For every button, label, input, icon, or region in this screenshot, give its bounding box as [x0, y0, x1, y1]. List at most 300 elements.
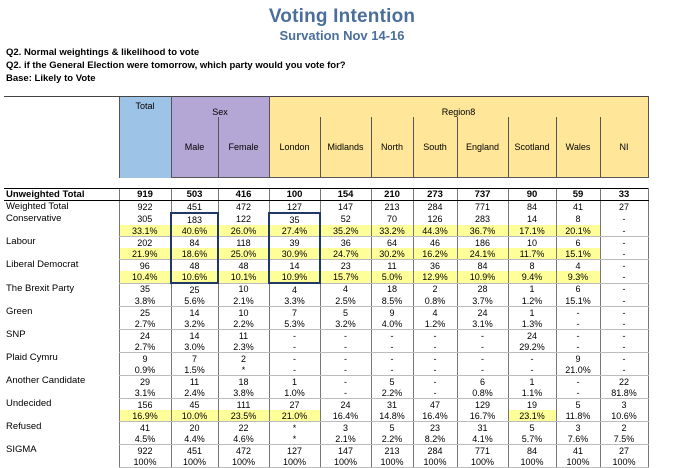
row-labour-cell: 6: [556, 237, 600, 249]
row-the-brexit-party-pct-cell: 5.6%: [171, 295, 218, 307]
header-corner: [4, 97, 119, 118]
page-subtitle: Survation Nov 14-16: [279, 28, 405, 43]
row-another-candidate-pct-cell: 3.1%: [119, 387, 171, 399]
row-refused-cell: 2: [600, 422, 648, 434]
row-labour-pct-cell: 15.1%: [556, 248, 600, 260]
row-conservative-pct-cell: 17.1%: [508, 225, 556, 237]
row-labour-cell: 64: [371, 237, 413, 249]
weighted-total-row-cell: 147: [320, 201, 371, 214]
row-another-candidate-cell: -: [413, 376, 457, 388]
row-liberal-democrat-pct-cell: 12.9%: [413, 271, 457, 283]
row-undecided-pct-cell: 16.4%: [320, 410, 371, 422]
row-snp-pct-cell: 29.2%: [508, 341, 556, 353]
row-the-brexit-party-pct-label: [4, 295, 119, 307]
row-snp-cell: 11: [218, 330, 269, 342]
row-the-brexit-party-pct-cell: 8.5%: [371, 295, 413, 307]
row-conservative-pct-cell: 26.0%: [218, 225, 269, 237]
row-plaid-cymru-pct-label: [4, 364, 119, 376]
row-the-brexit-party-pct-cell: 2.1%: [218, 295, 269, 307]
row-conservative-pct: [4, 225, 648, 237]
row-undecided-pct-cell: 23.1%: [508, 410, 556, 422]
unweighted-total-row-cell: 33: [600, 189, 648, 201]
row-undecided-cell: 3: [600, 399, 648, 411]
row-plaid-cymru-cell: 7: [171, 353, 218, 365]
row-sigma-cell: 284: [413, 445, 457, 457]
row-refused-cell: 3: [556, 422, 600, 434]
row-the-brexit-party-pct-cell: 15.1%: [556, 295, 600, 307]
row-conservative-cell: 35: [269, 213, 320, 225]
row-labour-cell: 46: [413, 237, 457, 249]
header-col-scotland: Scotland: [508, 117, 556, 178]
row-undecided-cell: 5: [556, 399, 600, 411]
row-green-cell: 9: [371, 307, 413, 319]
weighted-total-row-cell: 84: [508, 201, 556, 214]
row-refused-label: Refused: [6, 421, 42, 433]
row-sigma-pct: [4, 456, 648, 468]
unweighted-total-row-cell: 90: [508, 189, 556, 201]
row-conservative-cell: 305: [119, 213, 171, 225]
row-refused-cell: 3: [320, 422, 371, 434]
row-undecided-pct-cell: 11.8%: [556, 410, 600, 422]
row-labour-label: Labour: [6, 236, 36, 248]
weighted-total-row-label: Weighted Total: [6, 201, 69, 212]
row-conservative-pct-cell: 40.6%: [171, 225, 218, 237]
row-green-cell: 24: [457, 307, 508, 319]
header-row-groups: [4, 97, 648, 118]
row-sigma-pct-cell: 100%: [269, 456, 320, 468]
row-another-candidate-cell: 5: [371, 376, 413, 388]
row-liberal-democrat-pct-cell: 10.9%: [269, 271, 320, 283]
row-undecided-cell: 27: [269, 399, 320, 411]
row-sigma-pct-label: [4, 456, 119, 468]
row-sigma-cell: 922: [119, 445, 171, 457]
row-plaid-cymru-cell: -: [508, 353, 556, 365]
header-col-male: Male: [171, 117, 218, 178]
row-another-candidate-cell: 1: [269, 376, 320, 388]
row-snp-pct-cell: -: [371, 341, 413, 353]
row-sigma-pct-cell: 100%: [556, 456, 600, 468]
row-sigma-cell: 147: [320, 445, 371, 457]
row-refused-pct-cell: *: [269, 433, 320, 445]
row-sigma-cell: 127: [269, 445, 320, 457]
row-sigma-pct-cell: 100%: [600, 456, 648, 468]
header-col-ni: NI: [600, 117, 648, 178]
row-plaid-cymru-cell: -: [413, 353, 457, 365]
header-col-england: England: [457, 117, 508, 178]
row-liberal-democrat-cell: 84: [457, 260, 508, 272]
row-sigma-cell: 27: [600, 445, 648, 457]
row-another-candidate-pct-cell: -: [556, 387, 600, 399]
row-green-pct-cell: 1.2%: [413, 318, 457, 330]
row-green-pct-cell: 4.0%: [371, 318, 413, 330]
row-snp-pct: [4, 341, 648, 353]
row-sigma-pct-cell: 100%: [320, 456, 371, 468]
row-green-cell: -: [600, 307, 648, 319]
row-refused-cell: *: [269, 422, 320, 434]
row-another-candidate-pct-cell: 2.2%: [371, 387, 413, 399]
row-liberal-democrat-cell: 8: [508, 260, 556, 272]
row-refused-cell: 31: [457, 422, 508, 434]
row-another-candidate-pct-label: [4, 387, 119, 399]
row-green-pct-cell: 2.7%: [119, 318, 171, 330]
question-weighting: Q2. Normal weightings & likelihood to vote: [6, 47, 200, 58]
row-liberal-democrat-pct-label: [4, 271, 119, 283]
row-another-candidate-cell: 29: [119, 376, 171, 388]
row-another-candidate-cell: 18: [218, 376, 269, 388]
row-undecided-pct-cell: 16.9%: [119, 410, 171, 422]
weighted-total-row-cell: 922: [119, 201, 171, 214]
row-refused-cell: 23: [413, 422, 457, 434]
row-plaid-cymru-cell: -: [371, 353, 413, 365]
row-green-cell: 5: [320, 307, 371, 319]
row-refused-pct-cell: 2.1%: [320, 433, 371, 445]
weighted-total-row-cell: 472: [218, 201, 269, 214]
row-sigma-cell: 472: [218, 445, 269, 457]
row-refused-cell: 41: [119, 422, 171, 434]
row-conservative-pct-cell: 27.4%: [269, 225, 320, 237]
voting-intention-table: [4, 96, 649, 468]
row-plaid-cymru-pct-cell: -: [508, 364, 556, 376]
row-sigma-pct-cell: 100%: [457, 456, 508, 468]
row-labour-cell: 118: [218, 237, 269, 249]
row-green: [4, 307, 648, 319]
row-the-brexit-party-pct-cell: 3.8%: [119, 295, 171, 307]
row-liberal-democrat-pct-cell: 9.4%: [508, 271, 556, 283]
row-plaid-cymru-pct-cell: -: [413, 364, 457, 376]
row-sigma-cell: 84: [508, 445, 556, 457]
row-labour-pct-cell: 18.6%: [171, 248, 218, 260]
row-green-cell: 1: [508, 307, 556, 319]
row-undecided-pct-cell: 21.0%: [269, 410, 320, 422]
row-liberal-democrat-cell: -: [600, 260, 648, 272]
row-undecided-pct-cell: 16.4%: [413, 410, 457, 422]
row-the-brexit-party-pct-cell: 3.7%: [457, 295, 508, 307]
row-labour-cell: 36: [320, 237, 371, 249]
row-labour-pct-cell: 24.1%: [457, 248, 508, 260]
row-another-candidate-cell: -: [556, 376, 600, 388]
row-green-pct-cell: 5.3%: [269, 318, 320, 330]
row-the-brexit-party-pct: [4, 295, 648, 307]
row-conservative-cell: -: [600, 213, 648, 225]
row-green-cell: 25: [119, 307, 171, 319]
row-labour-pct-cell: 30.2%: [371, 248, 413, 260]
weighted-total-row-cell: 284: [413, 201, 457, 214]
weighted-total-row: [4, 201, 648, 214]
row-conservative-pct-cell: 44.3%: [413, 225, 457, 237]
row-snp-pct-cell: 2.3%: [218, 341, 269, 353]
row-liberal-democrat-pct-cell: 9.3%: [556, 271, 600, 283]
header-col-north: North: [371, 117, 413, 178]
row-another-candidate-cell: 22: [600, 376, 648, 388]
row-refused-pct-cell: 4.6%: [218, 433, 269, 445]
row-another-candidate-pct-cell: 2.4%: [171, 387, 218, 399]
row-the-brexit-party-label: The Brexit Party: [6, 283, 75, 294]
row-green-cell: 10: [218, 307, 269, 319]
row-refused-pct-cell: 4.4%: [171, 433, 218, 445]
row-green-pct-cell: 3.1%: [457, 318, 508, 330]
row-the-brexit-party-pct-cell: 2.5%: [320, 295, 371, 307]
row-sigma-pct-cell: 100%: [171, 456, 218, 468]
header-col-wales: Wales: [556, 117, 600, 178]
row-sigma-pct-cell: 100%: [218, 456, 269, 468]
row-liberal-democrat-pct-cell: 10.9%: [457, 271, 508, 283]
row-the-brexit-party-cell: 18: [371, 283, 413, 295]
row-refused-pct-cell: 8.2%: [413, 433, 457, 445]
row-labour-pct-cell: 11.7%: [508, 248, 556, 260]
row-labour-cell: 10: [508, 237, 556, 249]
row-liberal-democrat-cell: 11: [371, 260, 413, 272]
weighted-total-row-cell: 127: [269, 201, 320, 214]
unweighted-total-row-cell: 273: [413, 189, 457, 201]
row-conservative: [4, 213, 648, 225]
row-the-brexit-party-cell: -: [600, 283, 648, 295]
row-sigma-cell: 451: [171, 445, 218, 457]
row-the-brexit-party-cell: 10: [218, 283, 269, 295]
row-the-brexit-party-cell: 1: [508, 283, 556, 295]
header-total: Total: [119, 97, 171, 178]
row-snp-pct-cell: -: [413, 341, 457, 353]
row-refused-pct-cell: 2.2%: [371, 433, 413, 445]
row-snp-pct-cell: -: [600, 341, 648, 353]
row-refused-cell: 22: [218, 422, 269, 434]
row-liberal-democrat-pct-cell: -: [600, 271, 648, 283]
unweighted-total-row-cell: 919: [119, 189, 171, 201]
row-labour-pct-cell: 16.2%: [413, 248, 457, 260]
header-corner-2: [4, 117, 119, 178]
row-undecided-pct: [4, 410, 648, 422]
row-another-candidate-pct-cell: 81.8%: [600, 387, 648, 399]
row-the-brexit-party-pct-cell: 3.3%: [269, 295, 320, 307]
row-labour-cell: 39: [269, 237, 320, 249]
row-liberal-democrat-cell: 14: [269, 260, 320, 272]
unweighted-total-row-cell: 154: [320, 189, 371, 201]
row-the-brexit-party-cell: 28: [457, 283, 508, 295]
row-liberal-democrat-cell: 36: [413, 260, 457, 272]
row-sigma: [4, 445, 648, 457]
row-sigma-pct-cell: 100%: [508, 456, 556, 468]
row-sigma-label: SIGMA: [6, 444, 37, 456]
row-undecided-cell: 129: [457, 399, 508, 411]
row-undecided-pct-cell: 10.6%: [600, 410, 648, 422]
row-the-brexit-party-pct-cell: -: [600, 295, 648, 307]
row-conservative-pct-label: [4, 225, 119, 237]
row-another-candidate-cell: 6: [457, 376, 508, 388]
header-col-south: South: [413, 117, 457, 178]
row-conservative-pct-cell: 33.1%: [119, 225, 171, 237]
row-another-candidate-pct-cell: 0.8%: [457, 387, 508, 399]
row-green-cell: 7: [269, 307, 320, 319]
unweighted-total-row-cell: 503: [171, 189, 218, 201]
weighted-total-row-cell: 771: [457, 201, 508, 214]
row-undecided-cell: 45: [171, 399, 218, 411]
row-liberal-democrat: [4, 260, 648, 272]
row-plaid-cymru-cell: 9: [556, 353, 600, 365]
row-green-pct: [4, 318, 648, 330]
row-conservative-pct-cell: 35.2%: [320, 225, 371, 237]
header-sex: Sex: [171, 97, 269, 118]
row-plaid-cymru-pct-cell: -: [320, 364, 371, 376]
row-green-pct-label: [4, 318, 119, 330]
row-the-brexit-party: [4, 283, 648, 295]
row-labour-cell: 186: [457, 237, 508, 249]
row-conservative-pct-cell: 36.7%: [457, 225, 508, 237]
row-another-candidate-cell: -: [320, 376, 371, 388]
row-undecided-pct-cell: 23.5%: [218, 410, 269, 422]
row-liberal-democrat-cell: 48: [171, 260, 218, 272]
row-snp-cell: -: [600, 330, 648, 342]
row-undecided-cell: 156: [119, 399, 171, 411]
row-refused-pct-label: [4, 433, 119, 445]
row-liberal-democrat-label: Liberal Democrat: [6, 259, 79, 271]
row-the-brexit-party-cell: 4: [269, 283, 320, 295]
row-conservative-cell: 14: [508, 213, 556, 225]
row-labour-pct-cell: 30.9%: [269, 248, 320, 260]
row-another-candidate: [4, 376, 648, 388]
row-labour-pct-label: [4, 248, 119, 260]
row-plaid-cymru: [4, 353, 648, 365]
row-the-brexit-party-cell: 35: [119, 283, 171, 295]
row-snp-cell: -: [556, 330, 600, 342]
row-refused-cell: 5: [508, 422, 556, 434]
row-undecided-pct-label: [4, 410, 119, 422]
row-refused: [4, 422, 648, 434]
row-snp-label: SNP: [6, 329, 26, 341]
row-liberal-democrat-cell: 23: [320, 260, 371, 272]
row-liberal-democrat-pct-cell: 15.7%: [320, 271, 371, 283]
row-green-pct-cell: 2.2%: [218, 318, 269, 330]
row-plaid-cymru-pct-cell: 21.0%: [556, 364, 600, 376]
row-undecided-cell: 24: [320, 399, 371, 411]
row-refused-pct-cell: 4.5%: [119, 433, 171, 445]
row-undecided-pct-cell: 10.0%: [171, 410, 218, 422]
row-plaid-cymru-cell: -: [600, 353, 648, 365]
row-sigma-cell: 771: [457, 445, 508, 457]
row-liberal-democrat-cell: 4: [556, 260, 600, 272]
row-refused-pct-cell: 4.1%: [457, 433, 508, 445]
question-text: Q2. if the General Election were tomorrow, which party would you vote for?: [6, 60, 346, 71]
row-undecided-cell: 47: [413, 399, 457, 411]
weighted-total-row-cell: 451: [171, 201, 218, 214]
row-refused-pct-cell: 5.7%: [508, 433, 556, 445]
row-undecided: [4, 399, 648, 411]
row-another-candidate-cell: 1: [508, 376, 556, 388]
row-snp-pct-cell: 2.7%: [119, 341, 171, 353]
unweighted-total-row: [4, 189, 648, 201]
row-liberal-democrat-pct: [4, 271, 648, 283]
row-undecided-pct-cell: 14.8%: [371, 410, 413, 422]
row-conservative-cell: 183: [171, 213, 218, 225]
row-labour-cell: 202: [119, 237, 171, 249]
row-plaid-cymru-cell: -: [320, 353, 371, 365]
unweighted-total-row-label: Unweighted Total: [4, 189, 119, 201]
row-labour-cell: -: [600, 237, 648, 249]
row-undecided-pct-cell: 16.7%: [457, 410, 508, 422]
row-liberal-democrat-pct-cell: 10.4%: [119, 271, 171, 283]
row-the-brexit-party-cell: 6: [556, 283, 600, 295]
row-snp-cell: -: [320, 330, 371, 342]
row-liberal-democrat-cell: 48: [218, 260, 269, 272]
row-undecided-cell: 19: [508, 399, 556, 411]
row-plaid-cymru-cell: -: [457, 353, 508, 365]
row-green-pct-cell: 3.2%: [320, 318, 371, 330]
row-liberal-democrat-pct-cell: 10.1%: [218, 271, 269, 283]
row-snp-pct-cell: -: [269, 341, 320, 353]
row-conservative-cell: 122: [218, 213, 269, 225]
row-the-brexit-party-pct-cell: 1.2%: [508, 295, 556, 307]
base-text: Base: Likely to Vote: [6, 73, 96, 84]
row-snp-pct-cell: -: [556, 341, 600, 353]
row-plaid-cymru-cell: -: [269, 353, 320, 365]
row-snp: [4, 330, 648, 342]
row-another-candidate-pct-cell: 1.1%: [508, 387, 556, 399]
unweighted-total-row-cell: 210: [371, 189, 413, 201]
row-sigma-cell: 41: [556, 445, 600, 457]
row-plaid-cymru-label: Plaid Cymru: [6, 352, 58, 364]
row-conservative-cell: 52: [320, 213, 371, 225]
row-undecided-cell: 31: [371, 399, 413, 411]
row-snp-pct-cell: -: [320, 341, 371, 353]
row-snp-cell: -: [413, 330, 457, 342]
row-conservative-pct-cell: -: [600, 225, 648, 237]
row-green-pct-cell: 1.3%: [508, 318, 556, 330]
row-refused-pct: [4, 433, 648, 445]
row-undecided-cell: 111: [218, 399, 269, 411]
row-conservative-pct-cell: 20.1%: [556, 225, 600, 237]
row-snp-cell: -: [371, 330, 413, 342]
row-labour-pct-cell: 21.9%: [119, 248, 171, 260]
row-liberal-democrat-cell: 96: [119, 260, 171, 272]
row-another-candidate-pct-cell: 1.0%: [269, 387, 320, 399]
row-conservative-label: Conservative: [6, 213, 62, 224]
row-sigma-pct-cell: 100%: [413, 456, 457, 468]
row-plaid-cymru-pct-cell: -: [269, 364, 320, 376]
weighted-total-row-cell: 27: [600, 201, 648, 214]
row-snp-cell: 14: [171, 330, 218, 342]
row-green-pct-cell: 3.2%: [171, 318, 218, 330]
row-plaid-cymru-pct-cell: -: [457, 364, 508, 376]
row-plaid-cymru-pct: [4, 364, 648, 376]
row-liberal-democrat-pct-cell: 5.0%: [371, 271, 413, 283]
row-sigma-cell: 213: [371, 445, 413, 457]
row-labour-pct-cell: 24.7%: [320, 248, 371, 260]
row-labour-cell: 84: [171, 237, 218, 249]
unweighted-total-row-cell: 737: [457, 189, 508, 201]
row-refused-pct-cell: 7.6%: [556, 433, 600, 445]
row-liberal-democrat-pct-cell: 10.6%: [171, 271, 218, 283]
page-title: Voting Intention: [268, 6, 416, 27]
row-plaid-cymru-pct-cell: 0.9%: [119, 364, 171, 376]
row-another-candidate-cell: 11: [171, 376, 218, 388]
unweighted-total-row-cell: 59: [556, 189, 600, 201]
header-col-midlands: Midlands: [320, 117, 371, 178]
row-green-cell: -: [556, 307, 600, 319]
header-col-london: London: [269, 117, 320, 178]
row-snp-pct-label: [4, 341, 119, 353]
row-plaid-cymru-cell: 2: [218, 353, 269, 365]
row-another-candidate-label: Another Candidate: [6, 375, 86, 387]
row-sigma-pct-cell: 100%: [371, 456, 413, 468]
row-conservative-cell: 8: [556, 213, 600, 225]
header-col-female: Female: [218, 117, 269, 178]
header-row-columns: [4, 117, 648, 178]
row-green-pct-cell: -: [556, 318, 600, 330]
row-conservative-cell: 126: [413, 213, 457, 225]
row-snp-cell: 24: [508, 330, 556, 342]
row-plaid-cymru-pct-cell: -: [600, 364, 648, 376]
row-snp-cell: 24: [119, 330, 171, 342]
row-the-brexit-party-cell: 25: [171, 283, 218, 295]
row-snp-cell: -: [457, 330, 508, 342]
